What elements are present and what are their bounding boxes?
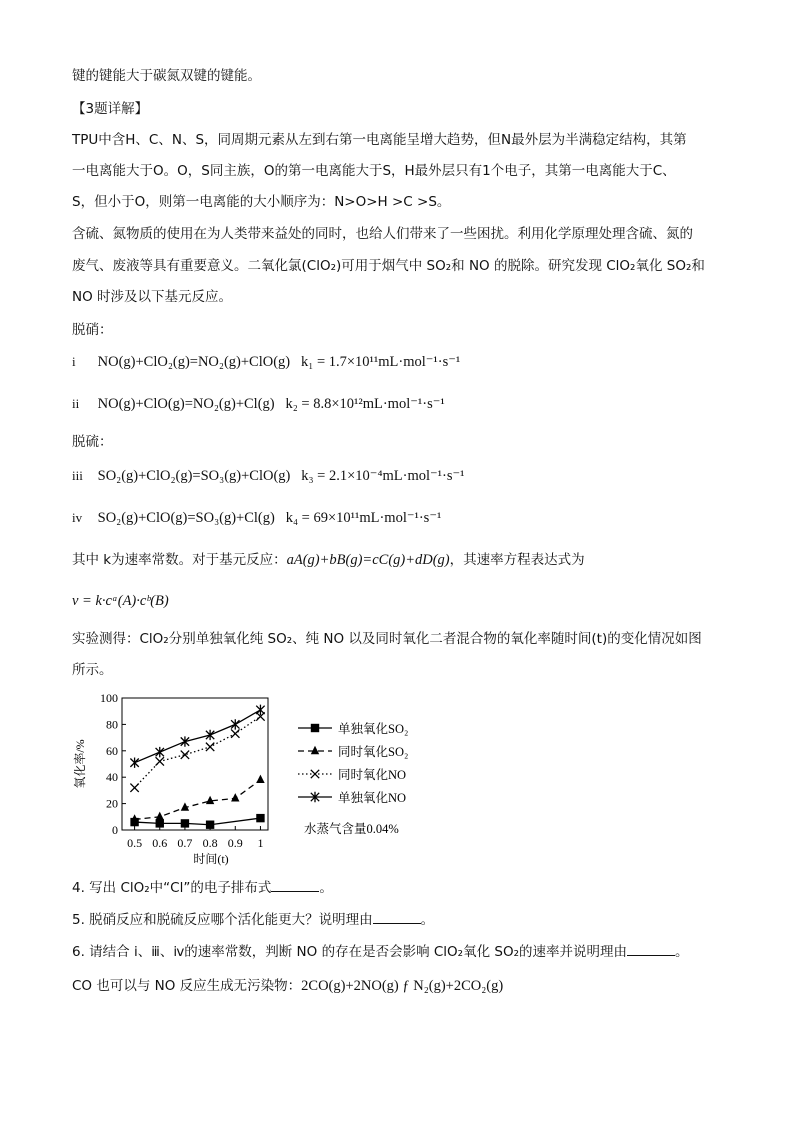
y-tick-label: 0 (112, 823, 118, 837)
co-reaction-line (72, 976, 503, 996)
text-line: NO 时涉及以下基元反应。 (72, 289, 233, 305)
section-heading: 【3题详解】 (72, 101, 149, 117)
question-4 (72, 878, 333, 898)
reaction-iv (72, 508, 441, 528)
data-point (130, 784, 138, 792)
data-point (206, 730, 214, 740)
reaction-equation: SO₂(g)+ClO₂(g)=SO₃(g)+ClO(g) (97, 468, 291, 484)
legend-label: 单独氧化SO₂ (338, 722, 409, 736)
text-line: 含硫、氮物质的使用在为人类带来益处的同时，也给人们带来了一些困扰。利用化学原理处理含硫、氮的 (72, 226, 693, 242)
y-axis-label: 氧化率/% (73, 739, 87, 789)
x-tick-label: 0.5 (127, 836, 143, 850)
reaction-label: ii (72, 396, 80, 411)
y-tick-label: 80 (106, 717, 118, 732)
rate-constant: k₄ = 69×10¹¹mL·mol⁻¹·s⁻¹ (285, 510, 442, 526)
data-point (256, 775, 264, 783)
legend-entry (298, 721, 408, 736)
subheading-denitration: 脱硝： (72, 322, 113, 338)
x-tick-label: 1 (257, 836, 264, 850)
data-point (231, 719, 239, 729)
text-segment: ，其速率方程表达式为 (449, 552, 585, 568)
chart-axes (72, 691, 268, 866)
y-tick-label: 20 (106, 796, 118, 811)
reaction-equation: NO(g)+ClO(g)=NO₂(g)+Cl(g) (97, 396, 275, 412)
series-line (135, 818, 261, 825)
text-line: TPU中含H、C、N、S，同周期元素从左到右第一电离能呈增大趋势，但N最外层为半满稳定结构，其第 (72, 132, 687, 148)
answer-blank[interactable] (627, 943, 675, 956)
data-point (156, 819, 164, 827)
answer-blank[interactable] (271, 879, 319, 892)
legend-marker (311, 746, 319, 754)
x-axis-label: 时间(t) (193, 852, 229, 866)
text-segment: 其中 k为速率常数。对于基元反应： (72, 552, 287, 568)
rate-constant: k₃ = 2.1×10⁻⁴mL·mol⁻¹·s⁻¹ (301, 468, 465, 484)
general-reaction-formula: aA(g)+bB(g)=cC(g)+dD(g) (286, 552, 450, 568)
co-reaction-equation: 2CO(g)+2NO(g) ƒ N₂(g)+2CO₂(g) (301, 978, 504, 994)
series-3 (130, 712, 264, 792)
question-6 (72, 942, 688, 962)
question-end: 。 (420, 912, 435, 928)
legend-entry (298, 767, 406, 782)
series-line (135, 716, 261, 787)
legend-marker (311, 770, 319, 778)
question-end: 。 (319, 880, 333, 896)
series-2 (130, 775, 264, 823)
x-tick-label: 0.8 (202, 836, 218, 850)
question-5 (72, 910, 434, 930)
reaction-equation: SO₂(g)+ClO(g)=SO₃(g)+Cl(g) (97, 510, 275, 526)
question-text: 6. 请结合 ⅰ、ⅲ、ⅳ的速率常数，判断 NO 的存在是否会影响 ClO₂氧化 SO₂的速率并说明理由 (72, 944, 627, 960)
reaction-label: iv (72, 510, 83, 525)
text-line: 一电离能大于O。O，S同主族，O的第一电离能大于S，H最外层只有1个电子，其第一电离能大于C、 (72, 163, 676, 179)
reaction-label: i (72, 354, 76, 369)
reaction-equation: NO(g)+ClO₂(g)=NO₂(g)+ClO(g) (97, 354, 291, 370)
x-tick-label: 0.7 (177, 836, 193, 850)
text-line-general-reaction (72, 550, 585, 570)
text-line: S，但小于O，则第一电离能的大小顺序为：N>O>H >C >S。 (72, 194, 451, 210)
text-line: 实验测得：ClO₂分别单独氧化纯 SO₂、纯 NO 以及同时氧化二者混合物的氧化率随时间(t)的变化情况如图 (72, 631, 702, 647)
question-end: 。 (674, 944, 689, 960)
data-point (156, 747, 164, 757)
reaction-label: iii (72, 468, 83, 483)
data-point (231, 793, 239, 801)
y-tick-label: 100 (100, 691, 118, 705)
rate-equation: v = k·cᵃ(A)·cᵇ(B) (72, 593, 169, 609)
subheading-desulfurization: 脱硫： (72, 434, 113, 450)
rate-constant: k₂ = 8.8×10¹²mL·mol⁻¹·s⁻¹ (285, 396, 445, 412)
legend-label: 单独氧化NO (338, 791, 407, 805)
text-segment: CO 也可以与 NO 反应生成无污染物： (72, 978, 302, 994)
legend-label: 同时氧化NO (338, 768, 407, 782)
data-point (256, 814, 264, 822)
chart-legend (298, 721, 408, 836)
data-point (181, 819, 189, 827)
chart-series-group (130, 705, 264, 829)
series-line (135, 710, 261, 763)
data-point (156, 812, 164, 820)
reaction-iii (72, 466, 465, 486)
chart-note: 水蒸气含量0.04% (304, 822, 399, 836)
legend-label: 同时氧化SO₂ (338, 745, 409, 759)
x-tick-label: 0.9 (227, 836, 243, 850)
text-line: 所示。 (72, 662, 113, 678)
question-text: 4. 写出 ClO₂中“Cl”的电子排布式 (72, 880, 272, 896)
text-line: 废气、废液等具有重要意义。二氧化氯(ClO₂)可用于烟气中 SO₂和 NO 的脱除。研究发现 ClO₂氧化 SO₂和 (72, 258, 705, 274)
answer-blank[interactable] (373, 911, 421, 924)
data-point (206, 821, 214, 829)
data-point (206, 743, 214, 751)
reaction-ii (72, 394, 445, 414)
reaction-i (72, 352, 460, 372)
rate-constant: k₁ = 1.7×10¹¹mL·mol⁻¹·s⁻¹ (301, 354, 461, 370)
data-point (130, 757, 138, 767)
legend-entry (298, 790, 406, 805)
data-point (156, 757, 164, 765)
data-point (206, 796, 214, 804)
y-tick-label: 40 (106, 770, 118, 785)
series-1 (130, 814, 264, 829)
series-line (135, 780, 261, 820)
x-tick-label: 0.6 (152, 836, 168, 850)
question-text: 5. 脱硝反应和脱硫反应哪个活化能更大？说明理由 (72, 912, 373, 928)
data-point (256, 705, 264, 715)
series-4 (130, 705, 264, 768)
y-tick-label: 60 (106, 743, 118, 758)
legend-entry (298, 744, 408, 759)
oxidation-rate-chart (70, 688, 450, 868)
data-point (231, 729, 239, 737)
text-line: 键的键能大于碳氮双键的键能。 (72, 68, 261, 84)
data-point (181, 751, 189, 759)
legend-marker (311, 724, 319, 732)
data-point (181, 736, 189, 746)
